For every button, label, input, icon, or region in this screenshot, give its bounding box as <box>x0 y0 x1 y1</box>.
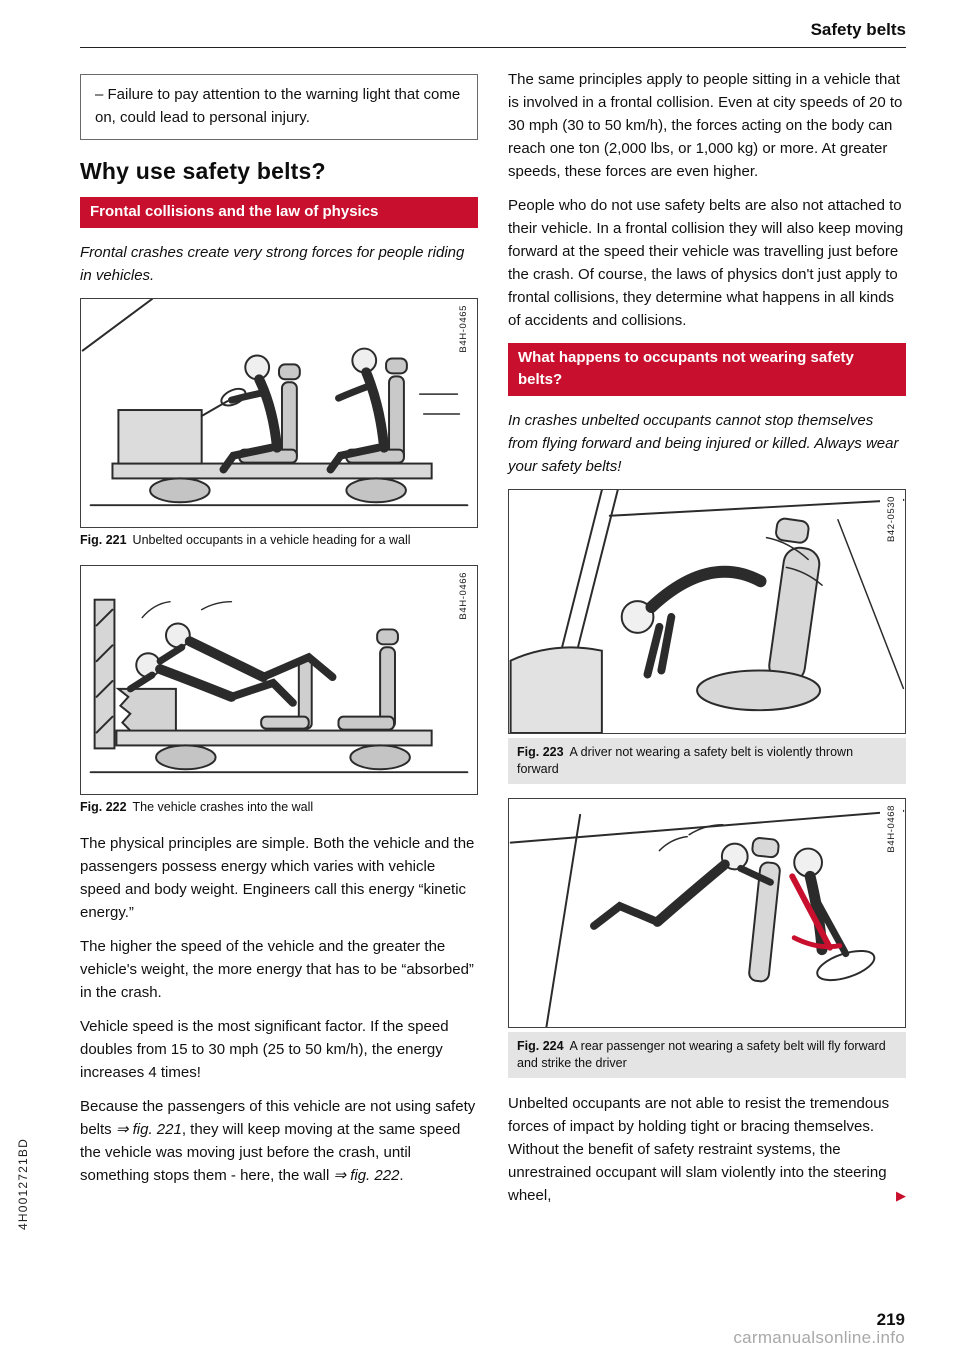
section-title: Why use safety belts? <box>80 158 326 184</box>
figure-222-caption <box>80 799 478 816</box>
warning-continuation-box: – Failure to pay attention to the warning light that come on, could lead to personal injury. <box>80 74 478 140</box>
figure-223 <box>508 489 906 734</box>
figure-221-code: B4H-0465 <box>452 303 475 355</box>
figure-224-caption-text: A rear passenger not wearing a safety belt will fly forward and strike the driver <box>517 1039 886 1070</box>
figure-224 <box>508 798 906 1028</box>
figure-221-illustration <box>81 299 477 527</box>
page-number: 219 <box>876 1310 905 1329</box>
figure-224-illustration <box>509 799 905 1027</box>
figure-reference-221: ⇒ fig. 221 <box>115 1121 182 1138</box>
figure-224-label: Fig. 224 <box>517 1039 564 1053</box>
continuation-arrow-icon: ▶ <box>896 1188 906 1203</box>
figure-222-label: Fig. 222 <box>80 800 127 814</box>
subsection-banner-what-happens: What happens to occupants not wearing safety belts? <box>508 343 906 396</box>
figure-224-code: B4H-0468 <box>880 803 903 855</box>
left-column <box>80 68 478 1198</box>
paragraph-same-principles: The same principles apply to people sitting in a vehicle that is involved in a frontal collision. Even at city speeds of 20 to 30 mph (30 to 50 km/h), the forces acting on the body can reach one ton (2,000 lbs, or 1,000 kg) or more. At greater speeds, these forces are even higher. <box>508 71 903 180</box>
figure-222 <box>80 565 478 795</box>
paragraph-no-belts-text-3: . <box>399 1167 404 1184</box>
paragraph-kinetic-energy: The physical principles are simple. Both the vehicle and the passengers possess energy which varies with vehicle speed and body weight. Engineers call this energy “kinetic energy.” <box>80 835 475 921</box>
right-column <box>508 68 906 1218</box>
watermark-text: carmanualsonline.info <box>733 1328 905 1347</box>
figure-223-caption-text: A driver not wearing a safety belt is violently thrown forward <box>517 745 854 776</box>
paragraph-no-belts <box>80 1095 478 1187</box>
intro-paragraph-unbelted: In crashes unbelted occupants cannot stop themselves from flying forward and being injured or killed. Always wear your safety belts! <box>508 412 899 475</box>
margin-part-code: 4H0012721BD <box>16 1138 30 1230</box>
intro-paragraph: Frontal crashes create very strong forces for people riding in vehicles. <box>80 244 465 284</box>
figure-223-code: B42-0530 <box>880 494 903 544</box>
figure-222-caption-text: The vehicle crashes into the wall <box>132 800 314 814</box>
figure-222-code: B4H-0466 <box>452 570 475 622</box>
paragraph-speed-factor: Vehicle speed is the most significant factor. If the speed doubles from 15 to 30 mph (25 to 50 km/h), the energy increases 4 times! <box>80 1018 449 1081</box>
paragraph-speed-weight: The higher the speed of the vehicle and the greater the vehicle's weight, the more energy that has to be “absorbed” in the crash. <box>80 938 474 1001</box>
figure-221 <box>80 298 478 528</box>
paragraph-unbelted-forces <box>508 1092 906 1207</box>
figure-reference-222: ⇒ fig. 222 <box>333 1167 400 1184</box>
paragraph-not-attached: People who do not use safety belts are also not attached to their vehicle. In a frontal collision they will also keep moving forward at the speed their vehicle was travelling just before the crash. Of course, the laws of physics don't just apply to frontal collisions, they determine what happens in all kinds of accidents and collisions. <box>508 197 904 329</box>
header-divider <box>80 47 906 48</box>
paragraph-unbelted-forces-text: Unbelted occupants are not able to resist the tremendous forces of impact by holding tight or bracing themselves. Without the benefit of safety restraint systems, the unrestrained occupant will slam violently into the steering wheel, <box>508 1095 890 1204</box>
paragraph-no-belts-text-2: , they will keep moving at the same speed the vehicle was moving just before the crash, until something stops them - here, the wall <box>80 1121 461 1184</box>
figure-221-caption-text: Unbelted occupants in a vehicle heading for a wall <box>132 533 411 547</box>
figure-224-caption <box>508 1032 906 1078</box>
figure-221-caption <box>80 532 478 549</box>
figure-223-illustration <box>509 490 905 733</box>
paragraph-no-belts-text-1: Because the passengers of this vehicle are not using safety belts <box>80 1098 476 1138</box>
figure-223-label: Fig. 223 <box>517 745 564 759</box>
figure-222-illustration <box>81 566 477 794</box>
subsection-banner-frontal-collisions: Frontal collisions and the law of physics <box>80 197 478 228</box>
figure-221-label: Fig. 221 <box>80 533 127 547</box>
page-header-title: Safety belts <box>810 20 906 39</box>
figure-223-caption <box>508 738 906 784</box>
